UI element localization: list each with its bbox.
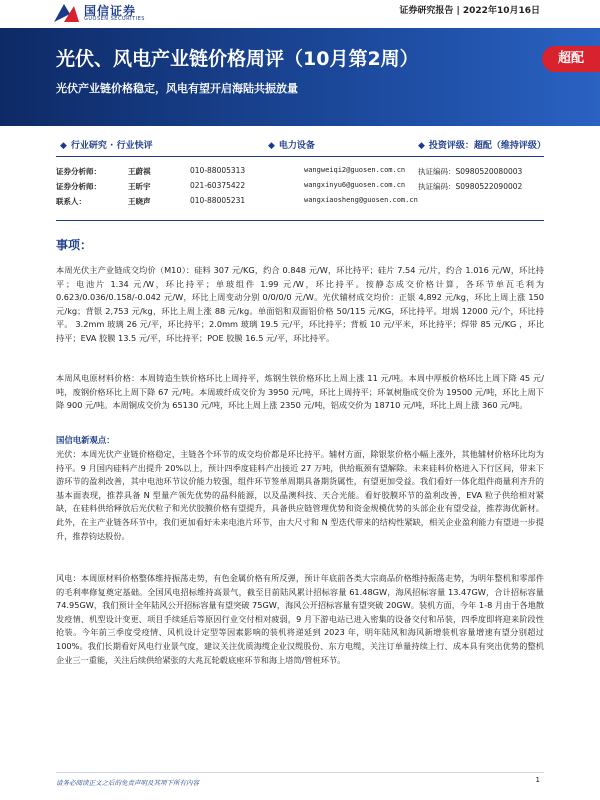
footer-disclaimer[interactable]: 请务必阅读正文之后的免责声明及其项下所有内容 <box>56 779 199 787</box>
analyst-license: 执证编码：S0980520080003 <box>418 167 523 176</box>
paragraph-pv-prices: 本周光伏主产业链成交均价（M10）：硅料 307 元/KG，约合 0.848 元/W，环比持平；硅片 7.54 元/片，约合 1.016 元/W，环比持平；电池片 1.34 元/W，环比持平；单玻组件 1.99 元/W，环比持平。按静态成交价格计算，各环节单瓦毛利为 0.623/0.036/0.158/-0.042 元/W，环比上周变动分别 0/0/0/0 元/W。光伏辅材成交均价：正银 4,892 元/kg，环比上周上涨 150 元/kg；背银 2,753 元/kg，环比上周上涨 88 元/kg。单面铝和双面铝价格 50/115 元/KG，环比持平。坩埚 12000 元/个，环比持平。 3.2mm 玻璃 26 元/平，环比持平；2.0mm 玻璃 19.5 元/平，环比持平；背板 10 元/平米，环比持平；焊带 85 元/KG ，环比持平；EVA 胶膜 13.5 元/平，环比持平；POE 胶膜 16.5 元/平，环比持平。 <box>56 265 544 343</box>
analyst-phone: 010-88005231 <box>190 196 246 205</box>
analyst-row <box>56 166 544 181</box>
divider <box>56 156 544 157</box>
divider <box>56 220 544 221</box>
meta-industry <box>268 138 315 151</box>
footer-divider <box>56 772 544 773</box>
analyst-name: 王晓声 <box>128 197 151 206</box>
meta-industry-label: 电力设备 <box>278 141 315 151</box>
report-date: 2022年10月16日 <box>462 6 540 16</box>
paragraph-wind-materials: 本周风电原材料价格：本周铸造生铁价格环比上周持平，炼钢生铁价格环比上周上涨 11 元/吨。本周中厚板价格环比上周下降 45 元/吨，废钢价格环比上周下降 67 元/吨。本周玻纤成交价为 3950 元/吨，环比上周持平；环氧树脂成交价为 19500 元/吨，环比上周下降 900 元/吨。本周铜成交价为 65130 元/吨，环比上周上涨 2350 元/吨，铝成交价为 18710 元/吨，环比上周上涨 360 元/吨。 <box>56 373 544 411</box>
diamond-icon: ◆ <box>268 141 275 151</box>
page-number: 1 <box>535 776 540 784</box>
meta-rating <box>418 138 546 151</box>
viewpoint-heading: 国信电新观点： <box>56 435 115 445</box>
logo-cn: 国信证券 <box>84 4 137 18</box>
report-title: 光伏、风电产业链价格周评（10月第2周） <box>56 48 419 70</box>
rating-badge: 超配 <box>542 46 600 72</box>
company-logo <box>52 2 162 26</box>
analyst-name: 王昕宇 <box>128 182 151 191</box>
paragraph-pv-view: 光伏：本周光伏产业链价格稳定，主链各个环节的成交均价都是环比持平。辅材方面，除银浆价格小幅上涨外，其他辅材价格环比均为持平。9 月国内硅料产出提升 20%以上，预计四季度硅料产出接近 27 万吨，供给瓶颈有望解除。未来硅料价格进入下行区间，带来下游环节的盈利改善，其中电池环节议价能力较强，组件环节签单周期具备期货属性，有望更加受益。我们看好一体化组件商量利齐升的基本面表现，推荐具备 N 型量产领先优势的晶科能源，以及晶澳科技、天合光能。看好胶膜环节的盈利改善，EVA 粒子供给相对紧缺，在硅料供给释放后光伏粒子和光伏胶膜价格有望提升，具备供应链管理优势和资金规模优势的头部企业有望受益，推荐海优新材。此外，在主产业链各环节中，我们更加看好未来电池片环节，由大尺寸和 N 型迭代带来的结构性紧缺，相关企业盈利能力有望进一步提升，推荐钧达股份。 <box>56 449 544 541</box>
section-title: 事项： <box>56 238 93 252</box>
analyst-role: 证券分析师： <box>56 167 101 176</box>
analyst-role: 联系人： <box>56 197 86 206</box>
top-bar <box>0 0 600 28</box>
analyst-phone: 010-88005313 <box>190 166 246 175</box>
report-meta <box>399 3 540 16</box>
analyst-license: 执证编码：S0980522090002 <box>418 182 523 191</box>
report-type: 证券研究报告 <box>399 6 454 16</box>
meta-category-label: 行业研究 · 行业快评 <box>70 141 153 151</box>
meta-rating-label: 投资评级：超配（维持评级） <box>428 141 546 151</box>
report-subtitle: 光伏产业链价格稳定，风电有望开启海陆共振放量 <box>56 82 298 95</box>
diamond-icon: ◆ <box>60 141 67 151</box>
meta-separator: | <box>456 6 463 16</box>
analyst-list <box>56 166 544 211</box>
diamond-icon: ◆ <box>418 141 425 151</box>
analyst-row <box>56 196 544 211</box>
logo-mark-icon <box>52 2 80 24</box>
analyst-email[interactable]: wangweiqi2@guosen.com.cn <box>304 166 406 174</box>
analyst-row <box>56 181 544 196</box>
analyst-name: 王蔚祺 <box>128 167 151 176</box>
logo-en: GUOSEN SECURITIES <box>84 16 145 22</box>
title-banner <box>0 28 600 126</box>
analyst-phone: 021-60375422 <box>190 181 246 190</box>
analyst-role: 证券分析师： <box>56 182 101 191</box>
analyst-email[interactable]: wangxinyu6@guosen.com.cn <box>304 181 406 189</box>
analyst-email[interactable]: wangxiaosheng@guosen.com.cn <box>304 196 418 204</box>
paragraph-wind-view: 风电：本周原材料价格整体维持振荡走势，有色金属价格有所反弹，预计年底前各类大宗商品价格维持振荡走势，为明年整机和零部件的毛利率修复奠定基础。全国风电招标维持高景气，截至目前陆风累计招标容量 61.48GW，海风招标容量 13.47GW，合计招标容量 74.95GW，我们预计全年陆风公开招标容量有望突破 75GW，海风公开招标容量有望突破 20GW。装机方面，今年 1-8 月由于各地散发疫情、机型设计变更、项目手续延后等原因行业交付相对疲弱，9 月下游电站已进入密集的设备交付和吊装，四季度即将迎来阶段性抢装。今年前三季度受疫情、风机设计定型等因素影响的装机将递延到 2023 年，明年陆风和海风新增装机容量增速有望分别超过 100%。我们长期看好风电行业景气度，建议关注优质海缆企业汉缆股份、东方电缆，关注订单量持续上行、成本具有突出优势的整机企业三一重能，关注后续供给紧张的大兆瓦轮毂底座环节和海上塔筒/管桩环节。 <box>56 573 545 665</box>
meta-category <box>60 138 153 151</box>
